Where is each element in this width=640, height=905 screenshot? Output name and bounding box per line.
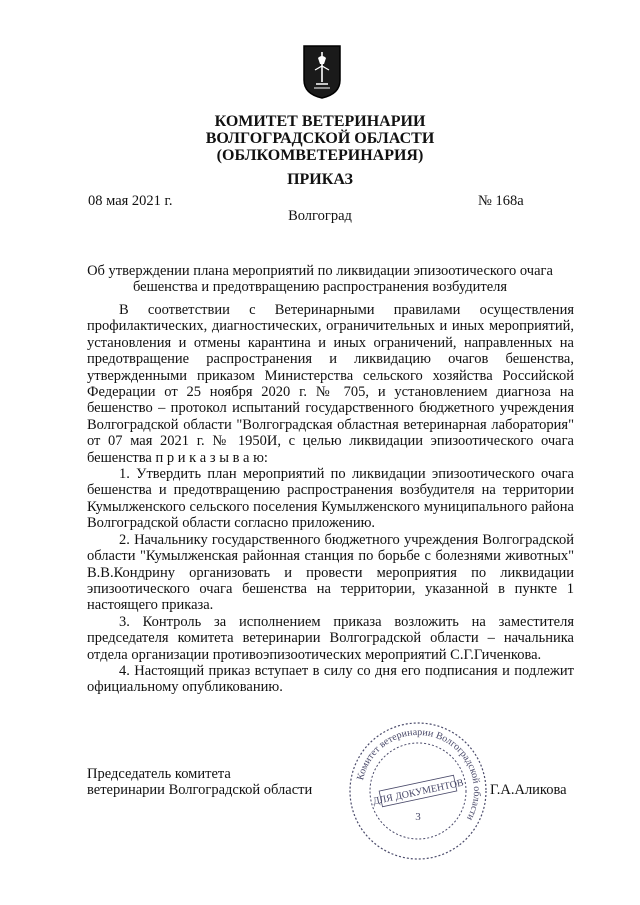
committee-name-line1: КОМИТЕТ ВЕТЕРИНАРИИ xyxy=(214,113,426,130)
document-type: ПРИКАЗ xyxy=(287,171,353,188)
official-stamp xyxy=(347,720,489,862)
preamble-paragraph: В соответствии с Ветеринарными правилами осуществления профилактических, диагностических, ограничительных и иных мероприятий, установления и отмены карантина и иных ограничений, направленных на предотвращение распространения и ликвидацию очагов бешенства, утвержденными приказом Министерства сельского хозяйства Российской Федерации от 25 ноября 2020 г. № 705, и установлением диагноза на бешенство – протокол испытаний государственного бюджетного учреждения Волгоградской области "Волгоградская областная ветеринарная лаборатория" от 07 мая 2021 г. № 1950И, с целью ликвидации эпизоотического очага бешенства п р и к а з ы в а ю: xyxy=(87,302,574,466)
stamp-outer-text: Комитет ветеринарии Волгоградской области xyxy=(355,726,483,823)
order-item-3: 3. Контроль за исполнением приказа возложить на заместителя председателя комитета ветеринарии Волгоградской области – начальника отдела организации противоэпизоотических мероприятий С.Г.Гиченкова. xyxy=(87,613,574,663)
order-item-4: 4. Настоящий приказ вступает в силу со дня его подписания и подлежит официальному опубликованию. xyxy=(87,662,574,696)
document-city: Волгоград xyxy=(288,208,352,224)
document-date: 08 мая 2021 г. xyxy=(88,193,173,209)
committee-name-abbr: (ОБЛКОМВЕТЕРИНАРИЯ) xyxy=(216,147,424,164)
order-item-2: 2. Начальнику государственного бюджетного учреждения Волгоградской области "Кумылженская районная станция по борьбе с болезнями животных" В.В.Кондрину организовать и провести мероприятия по ликвидации эпизоотического очага бешенства на территории, указанной в пункте 1 настоящего приказа. xyxy=(87,531,574,614)
signatory-position-line2: ветеринарии Волгоградской области xyxy=(87,782,313,798)
document-body xyxy=(87,302,574,696)
signatory-position xyxy=(87,766,312,798)
document-number: № 168а xyxy=(478,193,524,209)
stamp-inner-text: ДЛЯ ДОКУМЕНТОВ xyxy=(371,777,465,808)
coat-of-arms-emblem xyxy=(302,44,342,100)
stamp-number: 3 xyxy=(415,811,421,823)
signatory-position-line1: Председатель комитета xyxy=(87,766,231,782)
signatory-name: Г.А.Аликова xyxy=(490,782,567,798)
order-item-1: 1. Утвердить план мероприятий по ликвидации эпизоотического очага бешенства и предотвращению распространения возбудителя на территории Кумылженского сельского поселения Кумылженского муниципального района Волгоградской области согласно приложению. xyxy=(87,466,574,532)
document-subject: Об утверждении плана мероприятий по ликвидации эпизоотического очага бешенства и предотвращению распространения возбудителя xyxy=(87,263,553,295)
committee-name-line2: ВОЛГОГРАДСКОЙ ОБЛАСТИ xyxy=(205,130,435,147)
